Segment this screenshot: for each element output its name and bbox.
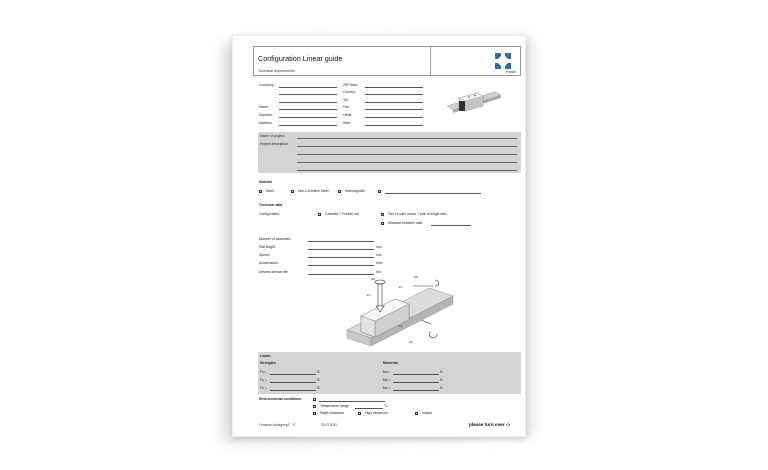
fax-label: Fax: (343, 105, 350, 109)
company-field[interactable] (279, 87, 337, 88)
document-page (232, 35, 526, 437)
address-field[interactable] (279, 125, 337, 126)
country-label: Country: (343, 90, 356, 94)
fy-label: Fy = (260, 378, 267, 382)
diagram-mz-label: Mz (371, 277, 375, 281)
fx-label: Fx= (260, 370, 266, 374)
distance-checkbox[interactable] (381, 222, 384, 225)
fz-unit: N (317, 386, 320, 390)
distance-label: Distance between rails (388, 221, 423, 225)
noncorrosive-checkbox[interactable] (291, 190, 294, 193)
temperature-field[interactable] (355, 408, 383, 409)
department-label: Departm.: (259, 113, 274, 117)
page-subtitle: Technical requirements (258, 69, 295, 73)
noncorrosive-label: Non-Corrosive Steel (298, 189, 329, 193)
name-label: Name: (259, 105, 269, 109)
department-field[interactable] (279, 117, 337, 118)
nonmagnetic-checkbox[interactable] (338, 190, 341, 193)
project-description-line-3[interactable] (297, 162, 517, 163)
material-heading: Material (259, 180, 272, 184)
temperature-checkbox[interactable] (313, 405, 316, 408)
diagram-fx-label: Fx (399, 285, 403, 289)
header-box (253, 46, 521, 76)
fax-field[interactable] (365, 109, 423, 110)
fy-field[interactable] (270, 382, 316, 383)
country-field[interactable] (365, 94, 423, 95)
page-title: Configuration Linear guide (258, 54, 343, 63)
please-turn-over: please turn over -> (469, 422, 510, 427)
mz-field[interactable] (393, 390, 439, 391)
environment-other-field[interactable] (319, 401, 385, 402)
speed-unit: m/s (376, 253, 382, 257)
my-field[interactable] (393, 382, 439, 383)
linear-guide-photo (445, 84, 503, 118)
rail-length-field[interactable] (308, 249, 374, 250)
service-life-label: Desired service life: (259, 270, 289, 274)
tel-label: Tel.: (343, 98, 350, 102)
distance-field[interactable] (431, 225, 471, 226)
email-label: eMail: (343, 113, 353, 117)
project-name-field[interactable] (297, 138, 517, 139)
fx-field[interactable] (270, 374, 316, 375)
address-label: Address: (259, 121, 273, 125)
project-name-label: Name of project: (260, 134, 285, 138)
web-field[interactable] (365, 125, 423, 126)
loads-heading: Loads: (260, 354, 272, 358)
mz-label: Mz = (383, 386, 391, 390)
acceleration-field[interactable] (308, 265, 374, 266)
diagram-mx-label: Mx (414, 275, 418, 279)
environment-heading: Environmental conditions: (259, 397, 302, 401)
cassettes-field[interactable] (308, 241, 374, 242)
steel-checkbox[interactable] (259, 190, 262, 193)
rail-length-label: Rail length: (259, 245, 276, 249)
tel-field[interactable] (365, 102, 423, 103)
logo-text: Franke (505, 70, 516, 74)
my-label: My = (383, 378, 391, 382)
other-material-checkbox[interactable] (378, 190, 381, 193)
configuration-label: Configuration: (259, 212, 281, 216)
franke-logo-icon (492, 50, 514, 72)
temperature-label: Temperature range: (320, 404, 350, 408)
moments-heading: Moments (383, 361, 398, 365)
rail-unit: mm (376, 245, 382, 249)
other-material-field[interactable] (385, 193, 481, 194)
cassette-checkbox[interactable] (318, 213, 321, 216)
fz-label: Fz = (260, 386, 267, 390)
load-diagram (343, 274, 463, 352)
blank-field[interactable] (279, 102, 337, 103)
slight-vibrations-checkbox[interactable] (313, 412, 316, 415)
high-vibrations-checkbox[interactable] (358, 412, 361, 415)
company-field-2[interactable] (279, 94, 337, 95)
mx-field[interactable] (393, 374, 439, 375)
diagram-fz-label: Fz (367, 293, 371, 297)
zip-label: ZIP/Town: (343, 83, 359, 87)
diagram-fy-label: Fy (399, 324, 403, 328)
project-description-line-4[interactable] (297, 170, 517, 171)
steel-label: Steel (266, 189, 274, 193)
pair-label: Pair of roller shoes + pair of single rails (388, 212, 447, 216)
form-id: Formular Auslegung F - E (259, 423, 296, 427)
nonmagnetic-label: Nonmagnetic (345, 189, 365, 193)
slight-vibrations-label: Slight vibrations (320, 411, 344, 415)
fz-field[interactable] (270, 390, 316, 391)
project-description-line-1[interactable] (297, 146, 517, 147)
impact-checkbox[interactable] (415, 412, 418, 415)
diagram-my-label: My (409, 340, 413, 344)
high-vibrations-label: High vibrations (365, 411, 388, 415)
project-description-line-2[interactable] (297, 154, 517, 155)
impact-label: Impact (422, 411, 433, 415)
strengths-heading: Strengths (260, 361, 276, 365)
fx-unit: N (317, 370, 320, 374)
temperature-unit: °C (384, 404, 388, 408)
project-description-label: Project description: (260, 142, 289, 146)
mx-unit: N (440, 370, 443, 374)
pair-checkbox[interactable] (381, 213, 384, 216)
cassette-label: Cassette + Double rail (325, 212, 359, 216)
zip-field[interactable] (365, 87, 423, 88)
mz-unit: N (440, 386, 443, 390)
acceleration-unit: m/s² (376, 261, 383, 265)
technical-heading: Technical data (259, 203, 283, 207)
acceleration-label: Acceleration: (259, 261, 279, 265)
form-date: 20.02.2020 (321, 423, 337, 427)
fy-unit: N (317, 378, 320, 382)
my-unit: N (440, 378, 443, 382)
speed-label: Speed: (259, 253, 270, 257)
service-life-unit: km (376, 270, 381, 274)
web-label: Web: (343, 121, 351, 125)
mx-label: Mx= (383, 370, 390, 374)
name-field[interactable] (279, 109, 337, 110)
environment-other-checkbox[interactable] (313, 398, 316, 401)
email-field[interactable] (365, 117, 423, 118)
header-divider (430, 47, 431, 75)
company-label: Company: (259, 83, 275, 87)
speed-field[interactable] (308, 257, 374, 258)
cassettes-label: Number of cassettes: (259, 237, 292, 241)
